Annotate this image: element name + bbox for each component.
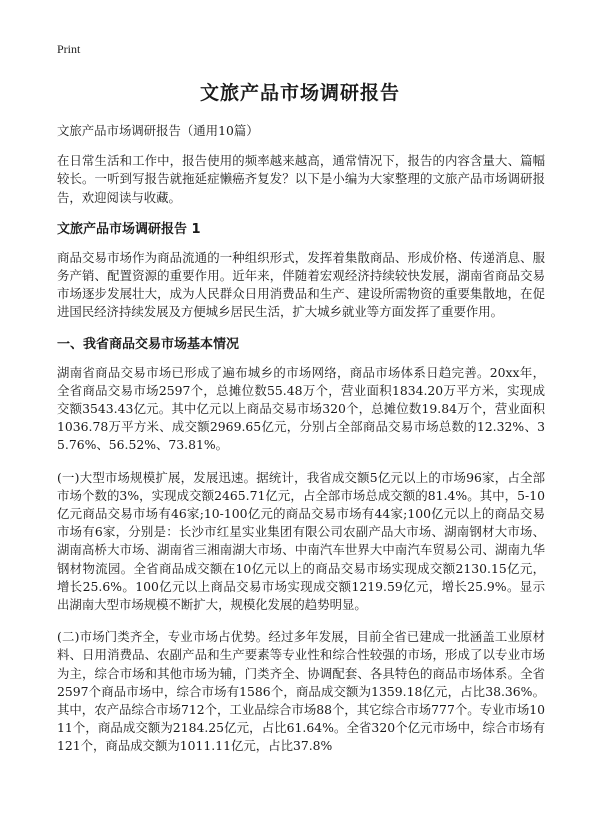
document-body [57, 122, 545, 770]
section-1-paragraph-2: (一)大型市场规模扩展，发展迅速。据统计，我省成交额5亿元以上的市场96家，占全部市场个数的3%，实现成交额2465.71亿元，占全部市场总成交额的81.4%。其中，5-10亿元商品交易市场有46家;10-100亿元的商品交易市场有44家;100亿元以上的商品交易市场有6家，分别是：长沙市红星实业集团有限公司农副产品大市场、湖南钢材大市场、湖南高桥大市场、湖南省三湘南湖大市场、中南汽车世界大中南汽车贸易公司、湖南九华钢材物流园。全省商品成交额在10亿元以上的商品交易市场实现成交额2130.15亿元，增长25.6%。100亿元以上商品交易市场实现成交额1219.59亿元，增长25.9%。显示出湖南大型市场规模不断扩大，规模化发展的趋势明显。 [57, 469, 545, 613]
print-label: Print [57, 42, 81, 56]
document-title: 文旅产品市场调研报告 [199, 82, 400, 104]
section-1-paragraph-3: (二)市场门类齐全，专业市场占优势。经过多年发展，目前全省已建成一批涵盖工业原材料、日用消费品、农副产品和生产要素等专业性和综合性较强的市场，形成了以专业市场为主，综合市场和其他市场为辅，门类齐全、协调配套、各具特色的商品市场体系。全省2597个商品市场中，综合市场有1586个，商品成交额为1359.18亿元，占比38.36%。其中，农产品综合市场712个，工业品综合市场88个，其它综合市场777个。专业市场1011个，商品成交额为2184.25亿元，占比61.64%。全省320个亿元市场中，综合市场有121个，商品成交额为1011.11亿元，占比37.8% [57, 629, 545, 754]
report-1-paragraph: 商品交易市场作为商品流通的一种组织形式，发挥着集散商品、形成价格、传递消息、服务产销、配置资源的重要作用。近年来，伴随着宏观经济持续较快发展，湖南省商品交易市场逐步发展壮大，成为人民群众日用消费品和生产、建设所需物资的重要集散地，在促进国民经济持续发展及方便城乡居民生活，扩大城乡就业等方面发挥了重要作用。 [57, 249, 545, 320]
document-subtitle: 文旅产品市场调研报告（通用10篇） [57, 123, 259, 138]
section-1-paragraph-1: 湖南省商品交易市场已形成了遍布城乡的市场网络，商品市场体系日趋完善。20xx年，全省商品交易市场2597个，总摊位数55.48万个，营业面积1834.20万平方米，实现成交额3543.43亿元。其中亿元以上商品交易市场320个，总摊位数19.84万个，营业面积1036.78万平方米、成交额2969.65亿元，分别占全部商品交易市场总数的12.32%、35.76%、56.52%、73.81%。 [57, 364, 545, 453]
section-1-heading: 一、我省商品交易市场基本情况 [57, 336, 240, 352]
report-1-heading: 文旅产品市场调研报告 1 [57, 221, 201, 237]
intro-paragraph: 在日常生活和工作中，报告使用的频率越来越高，通常情况下，报告的内容含量大、篇幅较长。一听到写报告就拖延症懒癌齐复发？以下是小编为大家整理的文旅产品市场调研报告，欢迎阅读与收藏。 [57, 153, 545, 205]
